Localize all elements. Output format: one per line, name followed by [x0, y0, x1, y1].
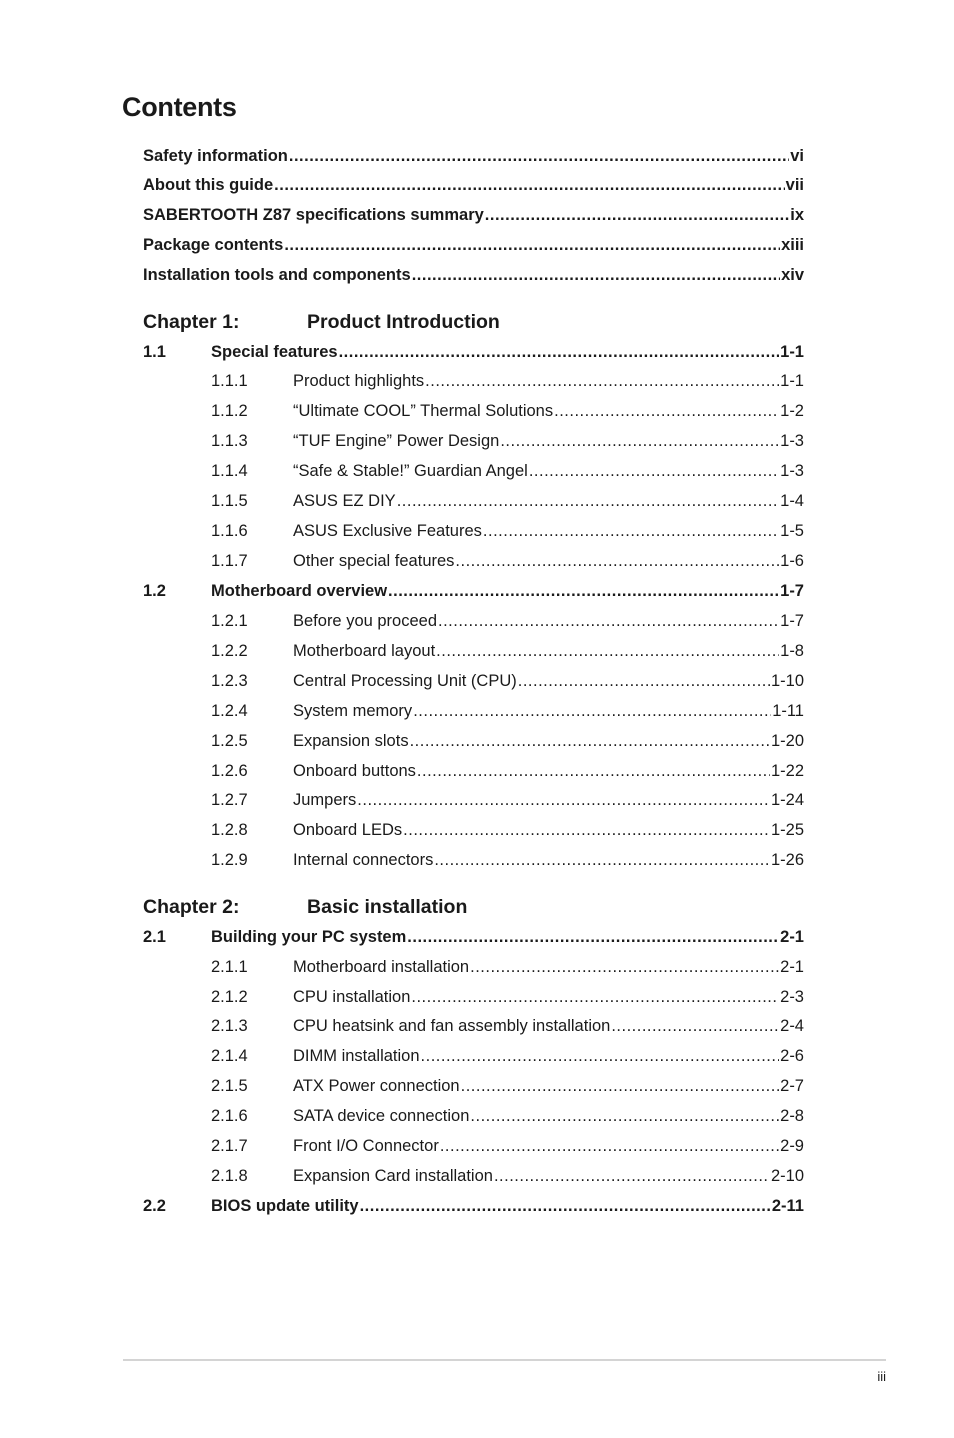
- subsection-page: 1-3: [780, 432, 804, 450]
- chapter-heading-2: [143, 894, 467, 920]
- subsection-number: 1.1.5: [211, 492, 248, 510]
- subsection-number: 1.1.7: [211, 552, 248, 570]
- toc-subsection-1-2-1[interactable]: [211, 610, 804, 632]
- subsection-page: 1-4: [780, 492, 804, 510]
- subsection-number: 2.1.8: [211, 1167, 248, 1185]
- dot-leader: [274, 174, 784, 196]
- chapter-title: Basic installation: [307, 896, 468, 918]
- footer-divider: [123, 1359, 886, 1361]
- subsection-page: 1-3: [780, 462, 804, 480]
- subsection-page: 2-8: [780, 1107, 804, 1125]
- dot-leader: [360, 1195, 771, 1217]
- toc-subsection-2-1-6[interactable]: [211, 1105, 804, 1127]
- toc-entry-title: SABERTOOTH Z87 specifications summary: [143, 206, 484, 224]
- toc-subsection-1-2-7[interactable]: [211, 789, 804, 811]
- toc-subsection-1-1-4[interactable]: [211, 460, 804, 482]
- subsection-number: 2.1.2: [211, 988, 248, 1006]
- toc-subsection-1-2-6[interactable]: [211, 760, 804, 782]
- section-number: 1.2: [143, 582, 166, 600]
- subsection-title: Central Processing Unit (CPU): [293, 672, 517, 690]
- toc-section-2-2[interactable]: [143, 1195, 804, 1217]
- section-title: BIOS update utility: [211, 1197, 359, 1215]
- toc-entry-page: vi: [790, 147, 804, 165]
- toc-entry-safety-information[interactable]: [143, 145, 804, 167]
- toc-section-1-1[interactable]: [143, 341, 804, 363]
- dot-leader: [425, 370, 779, 392]
- footer-page-number: iii: [877, 1369, 886, 1384]
- toc-entry-title: Installation tools and components: [143, 266, 411, 284]
- dot-leader: [339, 341, 780, 363]
- toc-entry-package-contents[interactable]: [143, 234, 804, 256]
- subsection-title: ASUS Exclusive Features: [293, 522, 482, 540]
- toc-subsection-2-1-5[interactable]: [211, 1075, 804, 1097]
- dot-leader: [438, 610, 779, 632]
- subsection-number: 1.1.1: [211, 372, 248, 390]
- subsection-number: 2.1.5: [211, 1077, 248, 1095]
- section-number: 2.2: [143, 1197, 166, 1215]
- subsection-page: 2-4: [780, 1017, 804, 1035]
- toc-subsection-2-1-3[interactable]: [211, 1015, 804, 1037]
- subsection-title: SATA device connection: [293, 1107, 470, 1125]
- subsection-number: 1.2.7: [211, 791, 248, 809]
- subsection-page: 1-1: [780, 372, 804, 390]
- chapter-label: Chapter 1:: [143, 311, 240, 333]
- section-title: Building your PC system: [211, 928, 407, 946]
- subsection-page: 2-6: [780, 1047, 804, 1065]
- toc-subsection-1-2-3[interactable]: [211, 670, 804, 692]
- dot-leader: [518, 670, 770, 692]
- dot-leader: [436, 640, 779, 662]
- subsection-number: 1.2.8: [211, 821, 248, 839]
- section-page: 2-1: [780, 928, 804, 946]
- subsection-number: 2.1.4: [211, 1047, 248, 1065]
- subsection-title: Expansion slots: [293, 732, 409, 750]
- subsection-page: 1-2: [780, 402, 804, 420]
- toc-entry-about-this-guide[interactable]: [143, 174, 804, 196]
- toc-subsection-1-1-1[interactable]: [211, 370, 804, 392]
- subsection-title: Onboard LEDs: [293, 821, 403, 839]
- subsection-title: “Safe & Stable!” Guardian Angel: [293, 462, 528, 480]
- toc-section-2-1[interactable]: [143, 926, 804, 948]
- toc-entry-page: vii: [785, 176, 804, 194]
- dot-leader: [289, 145, 789, 167]
- subsection-number: 1.2.5: [211, 732, 248, 750]
- dot-leader: [417, 760, 770, 782]
- toc-entry-specifications-summary[interactable]: [143, 204, 804, 226]
- subsection-number: 1.1.4: [211, 462, 248, 480]
- toc-section-1-2[interactable]: [143, 580, 804, 602]
- subsection-page: 1-6: [780, 552, 804, 570]
- toc-subsection-2-1-1[interactable]: [211, 956, 804, 978]
- toc-subsection-2-1-7[interactable]: [211, 1135, 804, 1157]
- section-number: 1.1: [143, 343, 166, 361]
- toc-subsection-1-1-3[interactable]: [211, 430, 804, 452]
- subsection-title: Internal connectors: [293, 851, 434, 869]
- subsection-page: 2-10: [770, 1167, 804, 1185]
- dot-leader: [357, 789, 770, 811]
- section-title: Motherboard overview: [211, 582, 388, 600]
- dot-leader: [483, 520, 779, 542]
- toc-entry-page: ix: [790, 206, 804, 224]
- dot-leader: [411, 986, 779, 1008]
- subsection-number: 1.2.6: [211, 762, 248, 780]
- toc-entry-title: About this guide: [143, 176, 274, 194]
- subsection-page: 2-7: [780, 1077, 804, 1095]
- subsection-number: 1.2.3: [211, 672, 248, 690]
- toc-entry-page: xiv: [781, 266, 804, 284]
- dot-leader: [412, 264, 780, 286]
- toc-subsection-1-2-4[interactable]: [211, 700, 804, 722]
- dot-leader: [554, 400, 779, 422]
- toc-subsection-1-2-8[interactable]: [211, 819, 804, 841]
- subsection-title: Onboard buttons: [293, 762, 416, 780]
- toc-subsection-1-1-5[interactable]: [211, 490, 804, 512]
- toc-subsection-1-1-6[interactable]: [211, 520, 804, 542]
- subsection-number: 2.1.7: [211, 1137, 248, 1155]
- subsection-title: Jumpers: [293, 791, 357, 809]
- subsection-page: 2-1: [780, 958, 804, 976]
- dot-leader: [485, 204, 789, 226]
- subsection-page: 2-9: [780, 1137, 804, 1155]
- toc-entry-page: xiii: [781, 236, 804, 254]
- toc-subsection-2-1-4[interactable]: [211, 1045, 804, 1067]
- dot-leader: [455, 550, 779, 572]
- page-title: Contents: [122, 92, 237, 122]
- subsection-page: 1-25: [770, 821, 804, 839]
- subsection-page: 1-24: [770, 791, 804, 809]
- dot-leader: [421, 1045, 780, 1067]
- subsection-page: 1-7: [780, 612, 804, 630]
- subsection-page: 1-20: [770, 732, 804, 750]
- dot-leader: [403, 819, 770, 841]
- subsection-title: Other special features: [293, 552, 455, 570]
- toc-subsection-2-1-8[interactable]: [211, 1165, 804, 1187]
- dot-leader: [470, 956, 779, 978]
- subsection-number: 1.2.2: [211, 642, 248, 660]
- subsection-number: 2.1.6: [211, 1107, 248, 1125]
- chapter-label: Chapter 2:: [143, 896, 240, 918]
- dot-leader: [500, 430, 779, 452]
- subsection-title: “TUF Engine” Power Design: [293, 432, 500, 450]
- subsection-page: 1-10: [770, 672, 804, 690]
- subsection-page: 1-5: [780, 522, 804, 540]
- dot-leader: [407, 926, 779, 948]
- toc-subsection-1-2-2[interactable]: [211, 640, 804, 662]
- dot-leader: [413, 700, 771, 722]
- subsection-title: Product highlights: [293, 372, 425, 390]
- subsection-number: 1.2.9: [211, 851, 248, 869]
- toc-subsection-2-1-2[interactable]: [211, 986, 804, 1008]
- subsection-title: “Ultimate COOL” Thermal Solutions: [293, 402, 554, 420]
- dot-leader: [434, 849, 770, 871]
- toc-subsection-1-1-2[interactable]: [211, 400, 804, 422]
- subsection-title: System memory: [293, 702, 413, 720]
- toc-entry-title: Safety information: [143, 147, 288, 165]
- subsection-number: 1.2.4: [211, 702, 248, 720]
- dot-leader: [397, 490, 779, 512]
- subsection-number: 2.1.3: [211, 1017, 248, 1035]
- dot-leader: [611, 1015, 779, 1037]
- subsection-number: 1.1.6: [211, 522, 248, 540]
- subsection-title: DIMM installation: [293, 1047, 420, 1065]
- subsection-title: ATX Power connection: [293, 1077, 460, 1095]
- subsection-number: 1.1.2: [211, 402, 248, 420]
- subsection-number: 1.2.1: [211, 612, 248, 630]
- subsection-title: CPU heatsink and fan assembly installation: [293, 1017, 611, 1035]
- subsection-title: Motherboard installation: [293, 958, 470, 976]
- section-title: Special features: [211, 343, 338, 361]
- subsection-page: 1-22: [770, 762, 804, 780]
- toc-subsection-1-2-5[interactable]: [211, 730, 804, 752]
- section-page: 2-11: [771, 1197, 804, 1215]
- subsection-page: 1-26: [770, 851, 804, 869]
- section-number: 2.1: [143, 928, 166, 946]
- dot-leader: [529, 460, 779, 482]
- subsection-title: Motherboard layout: [293, 642, 436, 660]
- toc-entry-installation-tools[interactable]: [143, 264, 804, 286]
- subsection-page: 1-8: [780, 642, 804, 660]
- chapter-title: Product Introduction: [307, 311, 500, 333]
- dot-leader: [470, 1105, 779, 1127]
- chapter-heading-1: [143, 309, 500, 335]
- subsection-title: Before you proceed: [293, 612, 438, 630]
- dot-leader: [410, 730, 770, 752]
- subsection-title: CPU installation: [293, 988, 411, 1006]
- section-page: 1-1: [780, 343, 804, 361]
- subsection-page: 2-3: [780, 988, 804, 1006]
- subsection-number: 1.1.3: [211, 432, 248, 450]
- section-page: 1-7: [780, 582, 804, 600]
- subsection-page: 1-11: [772, 702, 804, 720]
- dot-leader: [388, 580, 779, 602]
- dot-leader: [494, 1165, 770, 1187]
- toc-entry-title: Package contents: [143, 236, 284, 254]
- subsection-number: 2.1.1: [211, 958, 248, 976]
- subsection-title: ASUS EZ DIY: [293, 492, 396, 510]
- dot-leader: [440, 1135, 779, 1157]
- dot-leader: [461, 1075, 780, 1097]
- dot-leader: [284, 234, 780, 256]
- subsection-title: Front I/O Connector: [293, 1137, 439, 1155]
- toc-subsection-1-2-9[interactable]: [211, 849, 804, 871]
- subsection-title: Expansion Card installation: [293, 1167, 493, 1185]
- toc-subsection-1-1-7[interactable]: [211, 550, 804, 572]
